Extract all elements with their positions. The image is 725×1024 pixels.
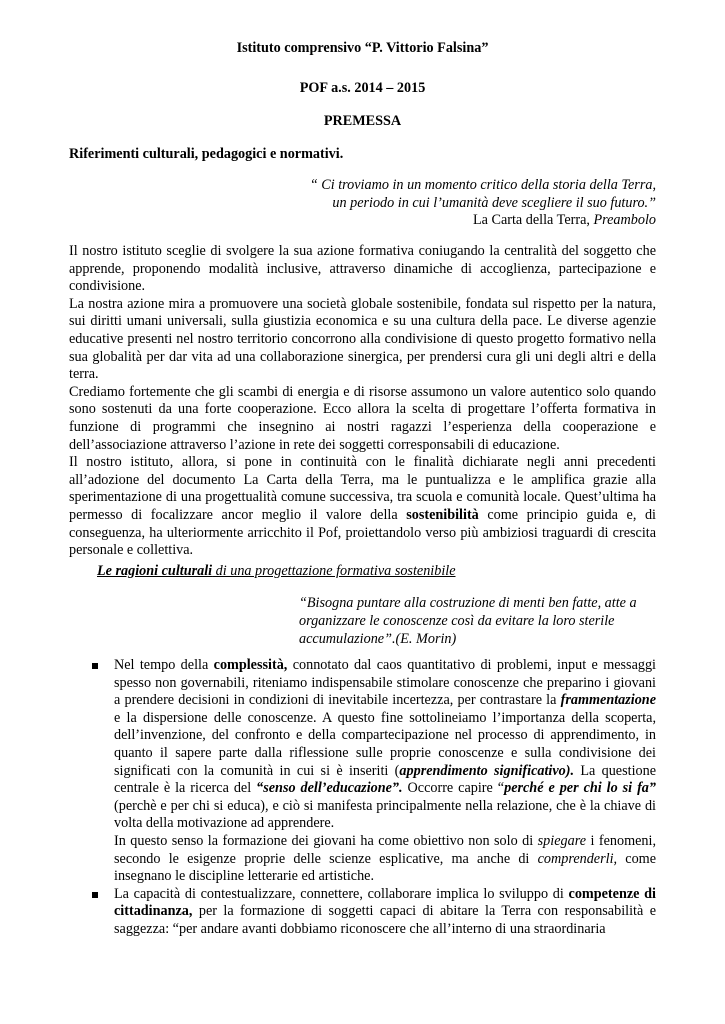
quote-line-2: un periodo in cui l’umanità deve scegliere il suo futuro.” — [332, 195, 656, 211]
subsection-heading — [97, 562, 456, 580]
paragraph-text: come principio guida e, di conseguenza, ha ulteriormente arricchito il Pof, proiettandolo verso più ambiziosi traguardi di crescita personale e collettiva. — [69, 506, 656, 559]
italic-term: spiegare — [537, 832, 586, 849]
bold-italic-term: perché e per chi lo si fa” — [504, 780, 656, 797]
section-heading: Riferimenti culturali, pedagogici e normativi. — [69, 146, 344, 162]
bullet-paragraph — [114, 657, 656, 833]
pof-title: POF a.s. 2014 – 2015 — [299, 80, 426, 96]
paragraph: Crediamo fortemente che gli scambi di energia e di risorse assumono un valore autentico solo quando sono sostenuti da una forte cooperazione. Ecco allora la scelta di progettare l’offerta formativa in funzione di programmi che insegnino ai nostri ragazzi l’esperienza della cooperazione e dell’associazione attraverso l’azione in rete dei soggetti corresponsabili di educazione. — [69, 383, 656, 453]
list-item — [92, 886, 656, 939]
bold-term: sostenibilità — [406, 506, 479, 523]
quote-source-separator: , — [586, 212, 594, 228]
text-run: e la dispersione delle conoscenze. A questo fine sottolineiamo l’importanza della scoperta, dell’invenzione, del confronto e della compartecipazione nel processo di apprendimento, in quanto il sapere parte dalla riflessione sulle proprie conoscenze e sulla condivisione dei significati con la comunità in cui si è inseriti ( — [114, 709, 656, 779]
paragraph: Il nostro istituto sceglie di svolgere la sua azione formativa coniugando la centralità del soggetto che apprende, proponendo modalità inclusive, attraverso dinamiche di accoglienza, partecipazione e condivisione. — [69, 243, 656, 295]
morin-quote: “Bisogna puntare alla costruzione di menti ben fatte, atte a organizzare le conoscenze così da evitare la loro sterile accumulazione”.(E. Morin) — [299, 595, 637, 647]
square-bullet-icon — [92, 663, 98, 669]
quote-source-work: Preambolo — [593, 212, 656, 228]
text-run: i fenomeni, secondo le esigenze proprie delle scienze esplicative, ma anche di — [114, 832, 656, 867]
institute-title: Istituto comprensivo “P. Vittorio Falsina” — [236, 40, 489, 56]
text-run: connotato dal caos quantitativo di problemi, input e messaggi spesso non governabili, riteniamo indispensabile stimolare conoscenze che preparino i giovani a prendere decisioni in condizioni di inevitabile incertezza, per contrastare la — [114, 657, 656, 709]
text-run: Nel tempo della — [114, 657, 214, 673]
bold-term: complessità, — [213, 657, 288, 673]
subsection-heading-bold: Le ragioni culturali — [97, 563, 213, 579]
bullet-paragraph — [114, 886, 656, 939]
bold-italic-term: “senso dell’educazione”. — [256, 780, 403, 797]
bullet-list — [92, 657, 656, 939]
square-bullet-icon — [92, 892, 98, 898]
text-run: La questione centrale è la ricerca del — [114, 762, 656, 797]
bold-italic-term: apprendimento significativo). — [399, 762, 575, 779]
body-text — [69, 243, 656, 560]
text-run: come insegnano le discipline letterarie ed artistiche. — [114, 850, 656, 885]
text-run: per la formazione di soggetti capaci di abitare la Terra con responsabilità e saggezza: “per andare avanti dobbiamo riconoscere che all’interno di una straordinaria — [114, 903, 656, 937]
subsection-heading-rest: di una progettazione formativa sostenibile — [212, 563, 456, 579]
text-run: (perchè e per chi si educa), e ciò si manifesta principalmente nella relazione, che è la chiave di volta della motivazione ad apprendere. — [114, 797, 656, 832]
text-run: Occorre capire “ — [402, 780, 505, 797]
italic-term: comprenderli, — [537, 850, 618, 867]
quote-line-1: “ Ci troviamo in un momento critico della storia della Terra, — [309, 177, 656, 193]
quote-source-name: La Carta della Terra — [473, 212, 587, 228]
paragraph — [69, 454, 656, 560]
paragraph-text: Il nostro istituto, allora, si pone in continuità con le finalità dichiarate negli anni precedenti all’adozione del documento La Carta della Terra, ma le puntualizza e le amplifica grazie alla sperimentazione di una progettualità comune successiva, tra scuola e comunità locale. Quest’ultima ha permesso di focalizzare ancor meglio il valore della — [69, 454, 656, 523]
bold-term: competenze di cittadinanza, — [114, 885, 656, 920]
paragraph: La nostra azione mira a promuovere una società globale sostenibile, fondata sul rispetto per la natura, sui diritti umani universali, sulla giustizia economica e su una cultura della pace. Le diverse agenzie educative presenti nel nostro territorio concorrono alla condivisione di questo progetto formativo nella sua globalità per dar vita ad una collaborazione sinergica, per prendersi cura gli uni degli altri e della terra. — [69, 295, 656, 383]
quote-source — [473, 211, 656, 229]
list-item — [92, 657, 656, 886]
text-run: La capacità di contestualizzare, connettere, collaborare implica lo sviluppo di — [114, 885, 569, 902]
bullet-paragraph — [114, 833, 656, 886]
premessa-title: PREMESSA — [323, 113, 402, 129]
text-run: In questo senso la formazione dei giovani ha come obiettivo non solo di — [114, 832, 538, 849]
bold-italic-term: frammentazione — [560, 692, 656, 709]
